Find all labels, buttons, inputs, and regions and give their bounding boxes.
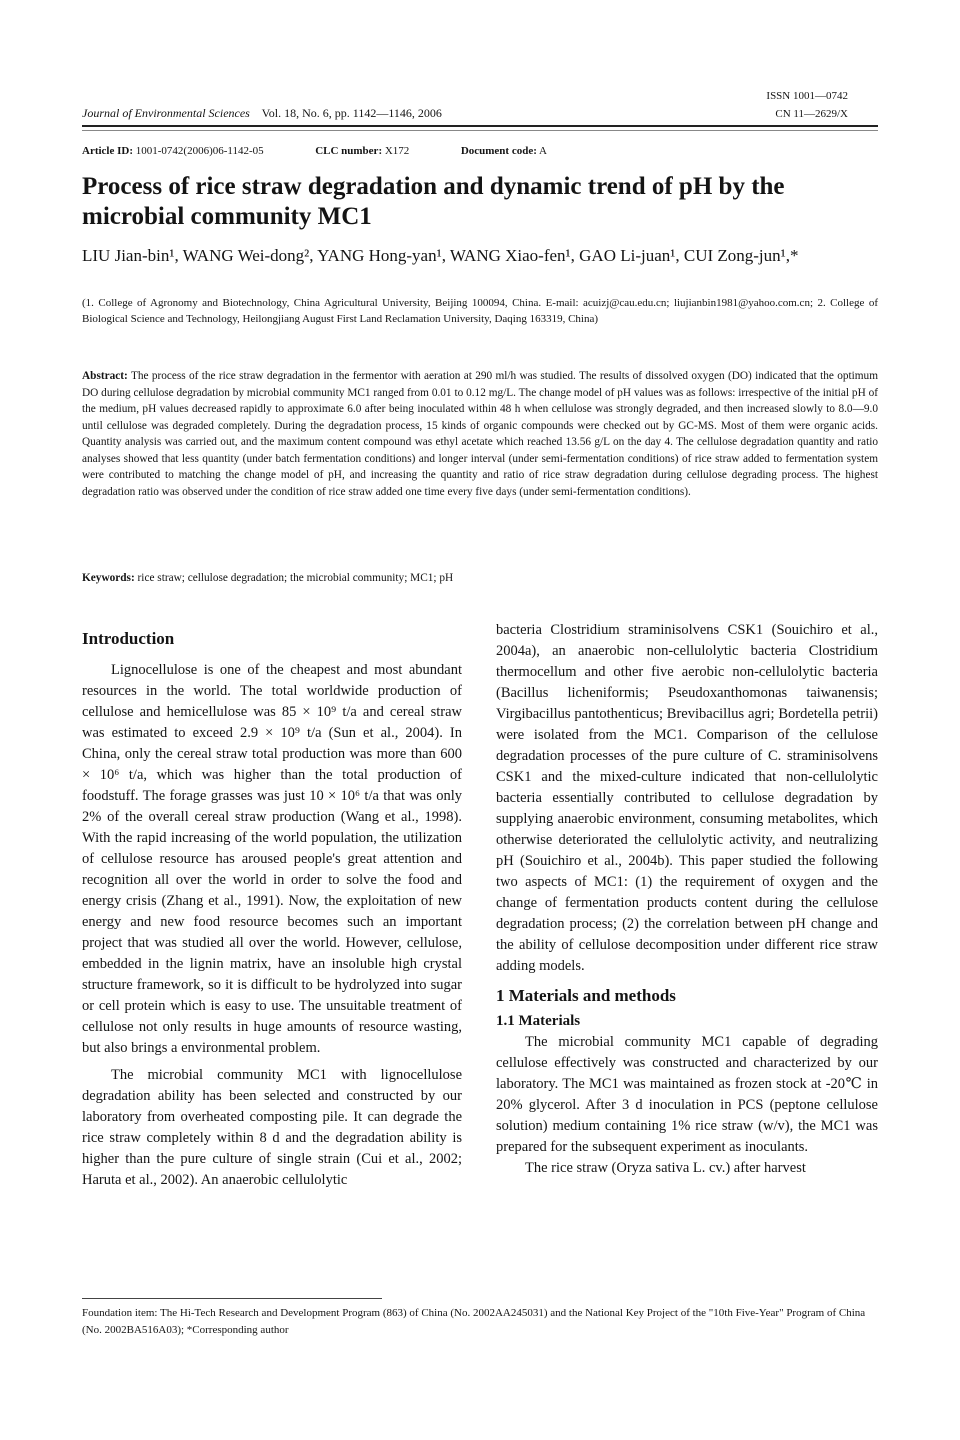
article-id-label: Article ID: — [82, 145, 134, 157]
issn: ISSN 1001—0742 — [766, 90, 848, 102]
abstract-label: Abstract: — [82, 370, 128, 382]
affiliations: (1. College of Agronomy and Biotechnology, China Agricultural University, Beijing 100094, China. E-mail: acuizj@cau.edu.cn; liujianbin1981@yahoo.com.cn; 2. College of Biological Science and Technology, Heilongjiang August First Land Reclamation University, Daqing 163319, China) — [82, 297, 878, 325]
left-column — [82, 628, 462, 1191]
volume-info: Vol. 18, No. 6, pp. 1142—1146, 2006 — [261, 106, 442, 120]
section-heading-materials-methods: 1 Materials and methods — [496, 986, 676, 1005]
clc-label: CLC number: — [315, 145, 383, 157]
journal-name: Journal of Environmental Sciences — [82, 106, 250, 120]
paper-title: Process of rice straw degradation and dynamic trend of pH by the microbial community MC1 — [82, 173, 785, 230]
doc-code-label: Document code: — [460, 145, 537, 157]
running-head — [82, 106, 442, 121]
abstract-text: The process of the rice straw degradation in the fermentor with aeration at 290 ml/h was studied. The results of dissolved oxygen (DO) indicated that the optimum DO during cellulose degradation by microbial community MC1 ranged from 0.01 to 0.12 mg/L. The change model of pH values was as follows: irrespective of the initial pH of the medium, pH values decreased rapidly to approximate 6.0 after being inoculated within 48 h when cellulose was strongly degraded, and then increased slowly to 8.0—9.0 until cellulose was degraded completely. During the degradation process, 15 kinds of organic compounds were checked out by GC-MS. Most of them were organic acids. Quantity analysis was carried out, and the maximum content compound was ethyl acetate which reached 13.56 g/L on the day 4. The cellulose degradation quantity and ratio analyses showed that less quantity (under batch fermentation conditions) and longer interval (under semi-fermentation conditions) of rice straw added to fermentation system were contributed to matching the change model of pH, and increasing the quantity and ratio of rice straw degradation during cellulose degrading process. The highest degradation ratio was observed under the condition of rice straw added one time every five days (under semi-fermentation conditions). — [82, 370, 878, 498]
materials-paragraph: The microbial community MC1 capable of degrading cellulose effectively was constructed and characterized by our laboratory. The MC1 was maintained as frozen stock at -20℃ in 20% glycerol. After 3 d inoculation in PCS (peptone cellulose solution) medium containing 1% rice straw (w/v), the MC1 was prepared for the subsequent experiment as inoculants. — [496, 1034, 878, 1155]
rice-straw-paragraph: The rice straw (Oryza sativa L. cv.) after harvest — [525, 1160, 806, 1176]
header-rule — [82, 125, 878, 127]
introduction-paragraph-1: Lignocellulose is one of the cheapest and most abundant resources in the world. The total worldwide production of cellulose and hemicellulose was 85 × 10⁹ t/a and cereal straw was estimated to exceed 2.9 × 10⁹ t/a (Sun et al., 2004). In China, only the cereal straw total production was more than 600 × 10⁶ t/a, which was higher than the total production of foodstuff. The forage grasses was just 10 × 10⁶ t/a that was only 2% of the overall cereal straw production (Wang et al., 1998). With the rapid increasing of the world population, the utilization of cellulose resource has aroused people's great attention and recognition all over the world in order to solve the food and energy crisis (Zhang et al., 1991). Now, the exploitation of new energy and new food resource becomes such an important project that was studied all over the world. However, cellulose, embedded in the lignin matrix, have an insoluble high crystal structure framework, so it is difficult to be hydrolyzed into sugar or cell protein which is easy to use. The unsuitable treatment of cellulose not only results in huge amounts of resource wasting, but also brings a environmental problem. — [82, 662, 462, 1056]
introduction-heading: Introduction — [82, 629, 175, 648]
doc-code: A — [539, 145, 547, 157]
keywords — [82, 572, 878, 584]
footnote: Foundation item: The Hi-Tech Research and Development Program (863) of China (No. 2002AA245031) and the National Key Project of the "10th Five-Year" Program of China (No. 2002BA516A03); *Corresponding author — [82, 1307, 866, 1336]
abstract — [82, 368, 878, 500]
introduction-paragraph-2: The microbial community MC1 with lignocellulose degradation ability has been selected and constructed by our laboratory from overheated composting pile. It can degrade the rice straw completely within 8 d and the degradation ability is higher than the pure culture of single strain (Cui et al., 2002; Haruta et al., 2002). An anaerobic cellulolytic — [82, 1067, 462, 1188]
article-identifiers — [82, 145, 878, 157]
keywords-text: rice straw; cellulose degradation; the microbial community; MC1; pH — [137, 572, 454, 584]
clc-number: X172 — [384, 145, 410, 157]
keywords-label: Keywords: — [82, 572, 135, 584]
footnote-rule — [82, 1298, 382, 1299]
subsection-heading-materials: 1.1 Materials — [496, 1013, 581, 1029]
right-column — [496, 620, 878, 1179]
header-rule-thin — [82, 130, 878, 131]
authors: LIU Jian-bin¹, WANG Wei-dong², YANG Hong-yan¹, WANG Xiao-fen¹, GAO Li-juan¹, CUI Zong-jun¹,* — [82, 246, 799, 265]
introduction-paragraph-continued: bacteria Clostridium straminisolvens CSK1 (Souichiro et al., 2004a), an anaerobic non-cellulolytic bacteria Clostridium thermocellum and other five aerobic non-cellulolytic bacteria (Bacillus licheniformis; Pseudoxanthomonas taiwanensis; Virgibacillus pantothenticus; Brevibacillus agri; Bordetella petrii) were isolated from the MC1. Comparison of the cellulose degradation processes of the pure culture of C. straminisolvens CSK1 and the mixed-culture indicated that non-cellulolytic bacteria essentially contributed to cellulose degradation by supplying anaerobic environment, consuming metabolites, which otherwise deteriorated the cellulolytic activity, and neutralizing pH (Souichiro et al., 2004b). This paper studied the following two aspects of MC1: (1) the requirement of oxygen and the change of fermentation products content during the cellulose degradation process; (2) the correlation between pH change and the ability of cellulose decomposition under different rice straw adding models. — [496, 622, 878, 974]
cn-number: CN 11—2629/X — [775, 108, 848, 120]
article-id: 1001-0742(2006)06-1142-05 — [135, 145, 264, 157]
